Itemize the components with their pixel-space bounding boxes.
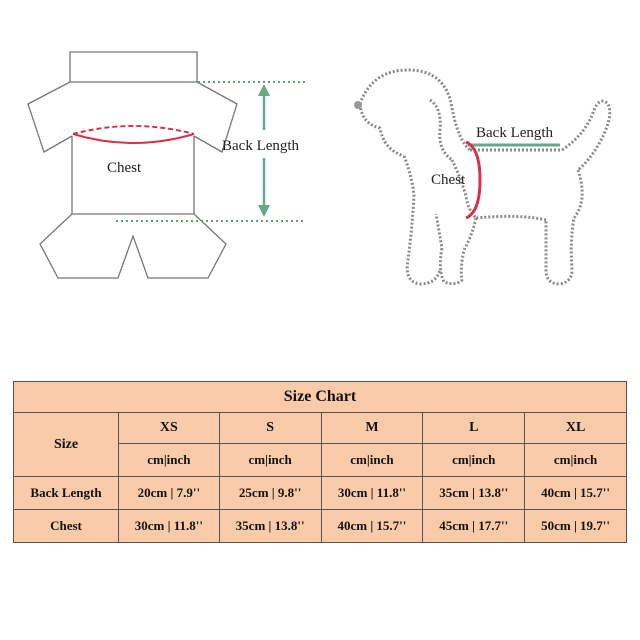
chest-row-label: Chest bbox=[14, 510, 119, 543]
chest-cell: 45cm | 17.7'' bbox=[423, 510, 525, 543]
back-length-cell: 35cm | 13.8'' bbox=[423, 477, 525, 510]
unit-cell: cm|inch bbox=[525, 444, 627, 477]
chest-cell: 30cm | 11.8'' bbox=[119, 510, 220, 543]
unit-cell: cm|inch bbox=[219, 444, 321, 477]
size-header: Size bbox=[14, 413, 119, 477]
garment-chest-label: Chest bbox=[107, 160, 142, 176]
chest-cell: 35cm | 13.8'' bbox=[219, 510, 321, 543]
dog-nose bbox=[354, 101, 362, 109]
chest-cell: 50cm | 19.7'' bbox=[525, 510, 627, 543]
unit-cell: cm|inch bbox=[321, 444, 423, 477]
size-chart-table bbox=[13, 381, 627, 543]
garment-back-length-label: Back Length bbox=[222, 138, 300, 154]
dog-chest-label: Chest bbox=[431, 172, 466, 188]
size-s: S bbox=[219, 413, 321, 444]
back-length-cell: 20cm | 7.9'' bbox=[119, 477, 220, 510]
chest-cell: 40cm | 15.7'' bbox=[321, 510, 423, 543]
dog-outline bbox=[360, 70, 610, 284]
size-chart-title: Size Chart bbox=[14, 382, 627, 413]
size-m: M bbox=[321, 413, 423, 444]
unit-cell: cm|inch bbox=[119, 444, 220, 477]
back-length-row bbox=[14, 477, 627, 510]
size-xs: XS bbox=[119, 413, 220, 444]
chest-row bbox=[14, 510, 627, 543]
size-xl: XL bbox=[525, 413, 627, 444]
back-length-row-label: Back Length bbox=[14, 477, 119, 510]
size-chart-title-row bbox=[14, 382, 627, 413]
back-length-cell: 25cm | 9.8'' bbox=[219, 477, 321, 510]
size-header-row bbox=[14, 413, 627, 444]
back-length-cell: 30cm | 11.8'' bbox=[321, 477, 423, 510]
dog-back-length-label: Back Length bbox=[476, 125, 554, 141]
unit-cell: cm|inch bbox=[423, 444, 525, 477]
back-length-cell: 40cm | 15.7'' bbox=[525, 477, 627, 510]
size-l: L bbox=[423, 413, 525, 444]
